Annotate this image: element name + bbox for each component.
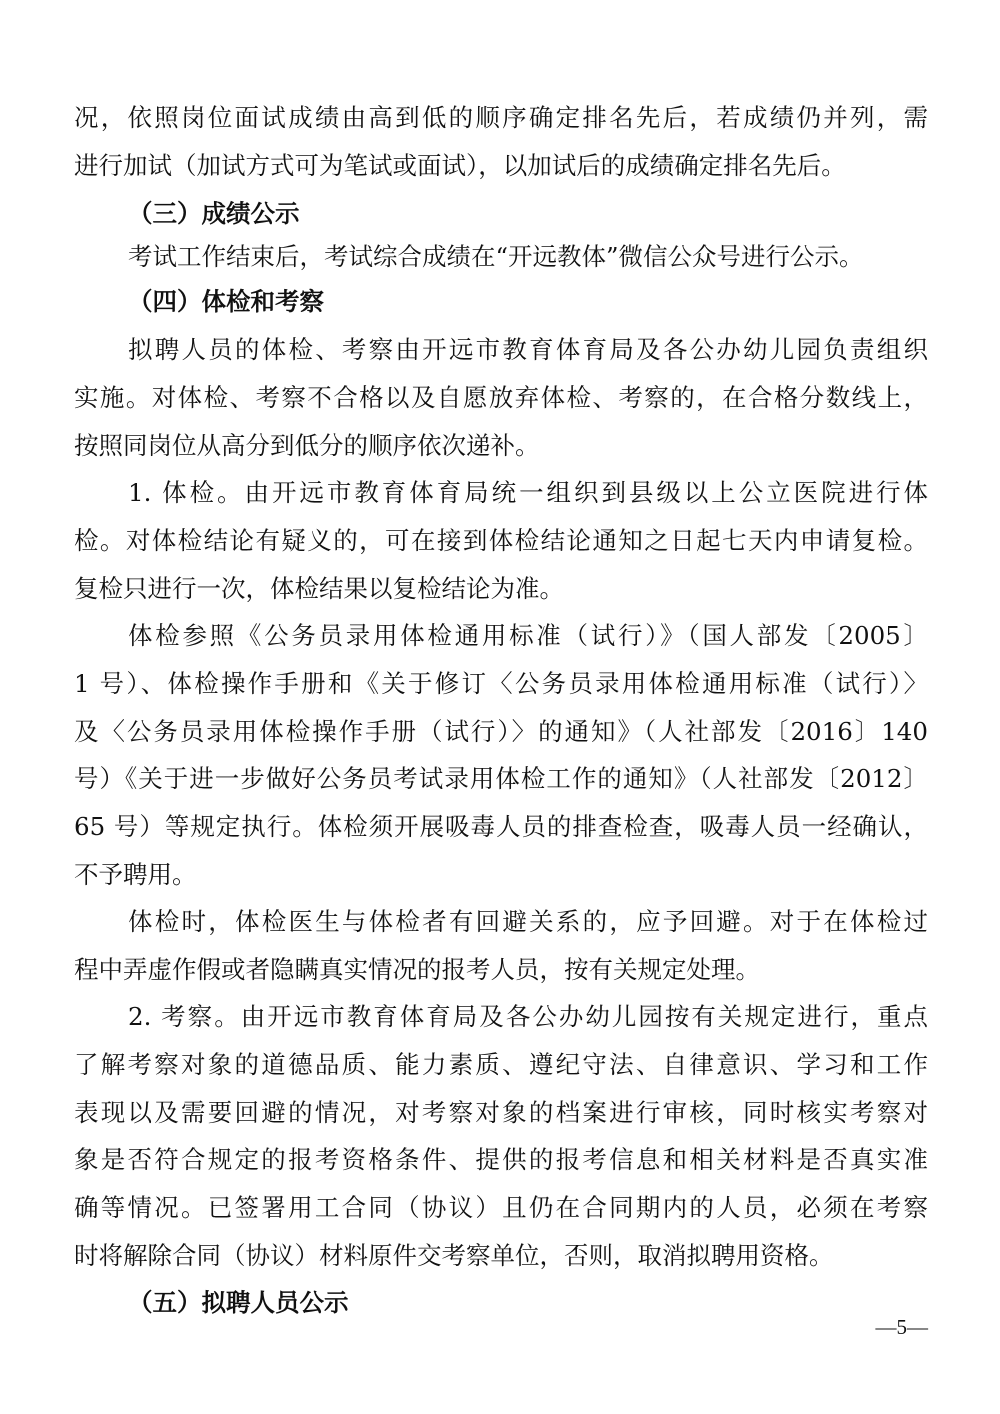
body-text-line: 进行加试（加试方式可为笔试或面试），以加试后的成绩确定排名先后。 xyxy=(74,151,846,180)
body-text-line: 表现以及需要回避的情况，对考察对象的档案进行审核，同时核实考察对 xyxy=(74,1098,928,1127)
body-text-line: 号）《关于进一步做好公务员考试录用体检工作的通知》（人社部发〔2012〕 xyxy=(74,764,928,793)
body-text-line: 按照同岗位从高分到低分的顺序依次递补。 xyxy=(74,431,540,460)
section-heading: （四）体检和考察 xyxy=(128,287,324,316)
body-text-line: 考试工作结束后，考试综合成绩在“开远教体”微信公众号进行公示。 xyxy=(128,242,864,271)
body-text-line: 象是否符合规定的报考资格条件、提供的报考信息和相关材料是否真实准 xyxy=(74,1145,928,1174)
body-text-line: 况，依照岗位面试成绩由高到低的顺序确定排名先后，若成绩仍并列，需 xyxy=(74,103,928,132)
body-text-line: 及〈公务员录用体检操作手册（试行）〉的通知》（人社部发〔2016〕140 xyxy=(74,717,928,746)
body-text-line: 时将解除合同（协议）材料原件交考察单位，否则，取消拟聘用资格。 xyxy=(74,1241,834,1270)
body-text-line: 体检参照《公务员录用体检通用标准（试行）》（国人部发〔2005〕 xyxy=(128,621,928,650)
body-text-line: 1. 体检。由开远市教育体育局统一组织到县级以上公立医院进行体 xyxy=(128,478,928,507)
body-text-line: 拟聘人员的体检、考察由开远市教育体育局及各公办幼儿园负责组织 xyxy=(128,335,928,364)
body-text-line: 65 号）等规定执行。体检须开展吸毒人员的排查检查，吸毒人员一经确认， xyxy=(74,812,928,841)
section-heading: （三）成绩公示 xyxy=(128,199,300,228)
body-text-line: 检。对体检结论有疑义的，可在接到体检结论通知之日起七天内申请复检。 xyxy=(74,526,928,555)
body-text-line: 复检只进行一次，体检结果以复检结论为准。 xyxy=(74,574,564,603)
body-text-line: 不予聘用。 xyxy=(74,860,197,889)
body-text-line: 1 号）、体检操作手册和《关于修订〈公务员录用体检通用标准（试行）〉 xyxy=(74,669,928,698)
body-text-line: 2. 考察。由开远市教育体育局及各公办幼儿园按有关规定进行，重点 xyxy=(128,1002,928,1031)
body-text-line: 体检时，体检医生与体检者有回避关系的，应予回避。对于在体检过 xyxy=(128,907,928,936)
page-number: —5— xyxy=(875,1315,928,1339)
section-heading: （五）拟聘人员公示 xyxy=(128,1288,349,1317)
body-text-line: 确等情况。已签署用工合同（协议）且仍在合同期内的人员，必须在考察 xyxy=(74,1193,928,1222)
body-text-line: 了解考察对象的道德品质、能力素质、遵纪守法、自律意识、学习和工作 xyxy=(74,1050,928,1079)
body-text-line: 程中弄虚作假或者隐瞒真实情况的报考人员，按有关规定处理。 xyxy=(74,955,760,984)
body-text-line: 实施。对体检、考察不合格以及自愿放弃体检、考察的，在合格分数线上， xyxy=(74,383,928,412)
